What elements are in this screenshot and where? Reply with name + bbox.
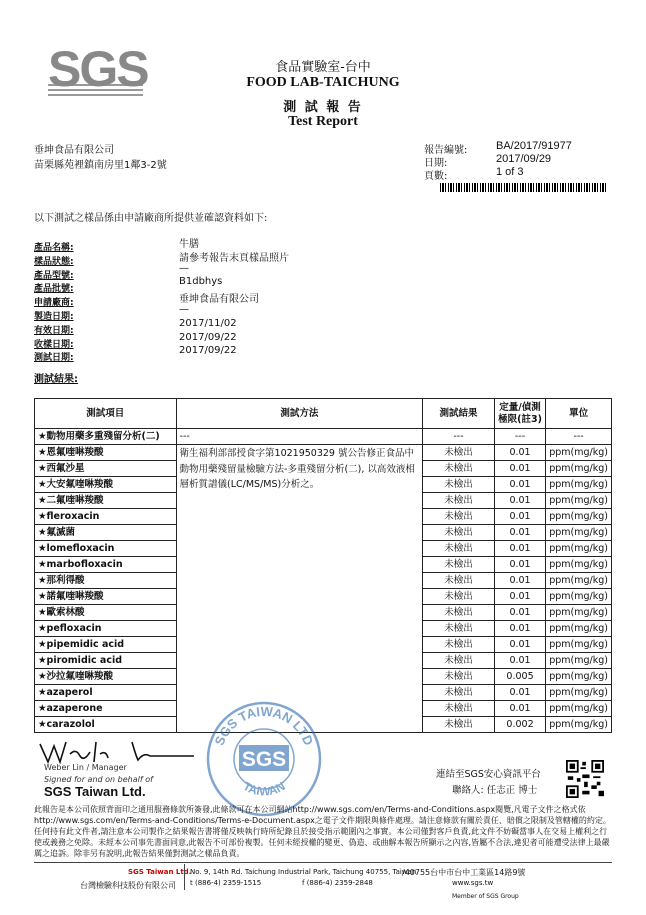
result-cell: 未檢出 xyxy=(423,605,495,621)
result-cell: 未檢出 xyxy=(423,445,495,461)
field-row xyxy=(34,276,434,295)
sample-info xyxy=(34,235,434,364)
field-value: B1dbhys xyxy=(179,276,223,288)
header-item: 測試項目 xyxy=(35,399,177,429)
unit-cell: ppm(mg/kg) xyxy=(546,445,612,461)
result-cell: 未檢出 xyxy=(423,541,495,557)
limit-cell: 0.01 xyxy=(494,477,545,493)
item-cell: ★piromidic acid xyxy=(35,653,177,669)
result-cell: 未檢出 xyxy=(423,589,495,605)
report-title-cn: 測 試 報 告 xyxy=(283,100,363,115)
item-cell: ★二氟喹啉羧酸 xyxy=(35,493,177,509)
signer-name: Weber Lin / Manager xyxy=(44,763,127,772)
field-row xyxy=(34,262,434,281)
signer-company: SGS Taiwan Ltd. xyxy=(44,784,146,799)
unit-cell: ppm(mg/kg) xyxy=(546,573,612,589)
item-cell: ★那利得酸 xyxy=(35,573,177,589)
footer-member: Member of SGS Group xyxy=(452,893,519,900)
limit-cell: 0.01 xyxy=(494,589,545,605)
svg-text:TAIWAN xyxy=(241,779,288,798)
table-row xyxy=(35,429,612,445)
contact-person: 聯絡人: 任志正 博士 xyxy=(452,785,538,796)
header-unit: 單位 xyxy=(546,399,612,429)
item-cell: ★動物用藥多重殘留分析(二) xyxy=(35,429,177,445)
header-result: 測試結果 xyxy=(423,399,495,429)
contact-platform: 連結至SGS安心資訊平台 xyxy=(436,769,541,780)
field-label: 有效日期: xyxy=(34,325,74,336)
limit-cell: 0.01 xyxy=(494,637,545,653)
footer-separator xyxy=(184,864,185,890)
header-limit: 定量/偵測極限(註3) xyxy=(494,399,545,429)
unit-cell: ppm(mg/kg) xyxy=(546,653,612,669)
limit-cell: 0.01 xyxy=(494,445,545,461)
item-cell: ★pipemidic acid xyxy=(35,637,177,653)
footer-company-en: SGS Taiwan Ltd. xyxy=(128,868,192,876)
report-barcode xyxy=(440,183,608,192)
limit-cell: 0.01 xyxy=(494,541,545,557)
item-cell: ★西氟沙星 xyxy=(35,461,177,477)
field-label: 產品批號: xyxy=(34,284,74,295)
result-cell: 未檢出 xyxy=(423,509,495,525)
item-cell: ★恩氟喹啉羧酸 xyxy=(35,445,177,461)
lab-name-cn: 食品實驗室-台中 xyxy=(275,60,371,75)
field-value: — xyxy=(179,303,189,315)
limit-cell: --- xyxy=(494,429,545,445)
field-label: 測試日期: xyxy=(34,353,74,364)
footer-tel: t (886-4) 2359-1515 xyxy=(190,879,262,887)
limit-cell: 0.01 xyxy=(494,573,545,589)
svg-text:SGS TAIWAN LTD xyxy=(212,704,317,748)
results-title: 測試結果: xyxy=(34,374,78,385)
method-cell: --- xyxy=(176,429,423,445)
result-cell: 未檢出 xyxy=(423,461,495,477)
stamp-bottom-text: TAIWAN xyxy=(240,778,288,799)
limit-cell: 0.01 xyxy=(494,557,545,573)
field-value: 2017/09/22 xyxy=(179,331,237,343)
header-method: 測試方法 xyxy=(176,399,423,429)
field-row xyxy=(34,317,434,336)
field-label: 收樣日期: xyxy=(34,339,74,350)
result-cell: 未檢出 xyxy=(423,525,495,541)
field-row xyxy=(34,290,434,309)
result-cell: 未檢出 xyxy=(423,717,495,733)
field-label: 產品型號: xyxy=(34,270,74,281)
result-cell: 未檢出 xyxy=(423,637,495,653)
unit-cell: ppm(mg/kg) xyxy=(546,541,612,557)
report-number-label: 報告編號: xyxy=(424,145,468,156)
result-cell: 未檢出 xyxy=(423,477,495,493)
result-cell: 未檢出 xyxy=(423,685,495,701)
result-cell: 未檢出 xyxy=(423,701,495,717)
field-row xyxy=(34,331,434,350)
limit-cell: 0.01 xyxy=(494,493,545,509)
disclaimer-text: 此報告是本公司依照背面印之通用服務條款所簽發,此條款可在本公司網站http://www.sgs.com/en/Terms-and-Conditions.aspx閱覽,凡電子文件之格式依http://www.sgs.com/en/Terms-and-Conditions/Terms-e-Document.aspx之電子文件期限與條件處理。請注意條款有關於責任、賠償之限制及管轄權的約定。任何持有此文件者,請注意本公司製作之結果報告書將僅反映執行時所紀錄且於接受指示範圍內之事實。本公司僅對客戶負責,此文件不妨礙當事人在交易上權利之行使或義務之免除。未經本公司事先書面同意,此報告不可部份複製。任何未經授權的變更、偽造、或曲解本報告所顯示之內容,皆屬不合法,違犯者可能遭受法律上最嚴厲之追訴。除非另有說明,此報告結果僅對測試之樣品負責。 xyxy=(34,805,611,858)
item-cell: ★fleroxacin xyxy=(35,509,177,525)
field-label: 製造日期: xyxy=(34,311,74,322)
unit-cell: ppm(mg/kg) xyxy=(546,509,612,525)
limit-cell: 0.01 xyxy=(494,653,545,669)
stamp-top-text: SGS TAIWAN LTD xyxy=(211,703,317,748)
unit-cell: ppm(mg/kg) xyxy=(546,493,612,509)
report-pages: 1 of 3 xyxy=(496,166,524,178)
unit-cell: ppm(mg/kg) xyxy=(546,605,612,621)
limit-cell: 0.01 xyxy=(494,525,545,541)
limit-cell: 0.002 xyxy=(494,717,545,733)
field-value: 牛膳 xyxy=(179,239,199,250)
report-pages-label: 頁數: xyxy=(424,171,448,182)
item-cell: ★pefloxacin xyxy=(35,621,177,637)
item-cell: ★諾氟喹啉羧酸 xyxy=(35,589,177,605)
limit-cell: 0.005 xyxy=(494,669,545,685)
limit-cell: 0.01 xyxy=(494,685,545,701)
unit-cell: ppm(mg/kg) xyxy=(546,557,612,573)
limit-cell: 0.01 xyxy=(494,621,545,637)
limit-cell: 0.01 xyxy=(494,605,545,621)
field-value: 2017/11/02 xyxy=(179,317,237,329)
report-date-label: 日期: xyxy=(424,158,448,169)
item-cell: ★氟滅菌 xyxy=(35,525,177,541)
footer-company-cn: 台灣檢驗科技股份有限公司 xyxy=(80,881,176,890)
result-cell: 未檢出 xyxy=(423,573,495,589)
stamp-center-text: SGS xyxy=(241,748,287,771)
qr-code-icon xyxy=(566,760,604,798)
footer-fax: f (886-4) 2359-2848 xyxy=(302,879,373,887)
item-cell: ★lomefloxacin xyxy=(35,541,177,557)
result-cell: 未檢出 xyxy=(423,669,495,685)
result-cell: 未檢出 xyxy=(423,557,495,573)
item-cell: ★azaperol xyxy=(35,685,177,701)
report-title-en: Test Report xyxy=(288,114,358,129)
item-cell: ★azaperone xyxy=(35,701,177,717)
field-value: — xyxy=(179,262,189,274)
table-row xyxy=(35,445,612,461)
item-cell: ★大安氟喹啉羧酸 xyxy=(35,477,177,493)
results-table xyxy=(34,398,612,733)
signature-image xyxy=(36,738,196,766)
field-row xyxy=(34,345,434,364)
report-number: BA/2017/91977 xyxy=(496,140,572,152)
intro-text: 以下測試之樣品係由申請廠商所提供並確認資料如下: xyxy=(34,213,268,224)
field-row xyxy=(34,249,434,267)
field-label: 申請廠商: xyxy=(34,298,74,309)
unit-cell: ppm(mg/kg) xyxy=(546,701,612,717)
unit-cell: ppm(mg/kg) xyxy=(546,477,612,493)
report-date: 2017/09/29 xyxy=(496,153,552,165)
unit-cell: ppm(mg/kg) xyxy=(546,461,612,477)
result-cell: 未檢出 xyxy=(423,621,495,637)
limit-cell: 0.01 xyxy=(494,509,545,525)
item-cell: ★沙拉氟喹啉羧酸 xyxy=(35,669,177,685)
client-name: 垂坤食品有限公司 xyxy=(34,145,114,156)
client-address: 苗栗縣苑裡鎮南房里1鄰3-2號 xyxy=(34,160,167,171)
item-cell: ★marbofloxacin xyxy=(35,557,177,573)
unit-cell: ppm(mg/kg) xyxy=(546,685,612,701)
unit-cell: ppm(mg/kg) xyxy=(546,717,612,733)
table-header-row xyxy=(35,399,612,429)
field-value: 2017/09/22 xyxy=(179,345,237,357)
result-cell: 未檢出 xyxy=(423,653,495,669)
unit-cell: --- xyxy=(546,429,612,445)
method-cell: 衛生福利部部授食字第1021950329 號公告修正食品中動物用藥殘留量檢驗方法-多重殘留分析(二), 以高效液相層析質譜儀(LC/MS/MS)分析之。 xyxy=(176,445,423,733)
field-value: 垂坤食品有限公司 xyxy=(179,294,259,306)
item-cell: ★歐索林酸 xyxy=(35,605,177,621)
limit-cell: 0.01 xyxy=(494,461,545,477)
sgs-logo-text: SGS xyxy=(48,41,148,97)
footer-divider xyxy=(34,862,612,863)
field-row xyxy=(34,235,434,253)
field-label: 產品名稱: xyxy=(34,243,74,253)
result-cell: --- xyxy=(423,429,495,445)
footer-web[interactable]: www.sgs.tw xyxy=(452,879,494,887)
sgs-stamp xyxy=(205,700,323,818)
signed-for: Signed for and on behalf of xyxy=(44,775,153,784)
result-cell: 未檢出 xyxy=(423,493,495,509)
unit-cell: ppm(mg/kg) xyxy=(546,589,612,605)
lab-name-en: FOOD LAB-TAICHUNG xyxy=(246,75,400,90)
unit-cell: ppm(mg/kg) xyxy=(546,669,612,685)
field-value: 請參考報告末頁樣品照片 xyxy=(179,252,289,264)
limit-cell: 0.01 xyxy=(494,701,545,717)
footer-address-cn: /40755台中市台中工業區14路9號 xyxy=(402,868,526,877)
footer-address-en: No. 9, 14th Rd. Taichung Industrial Park, Taichung 40755, Taiwan xyxy=(190,868,417,876)
field-label: 樣品狀態: xyxy=(34,256,74,267)
unit-cell: ppm(mg/kg) xyxy=(546,637,612,653)
item-cell: ★carazolol xyxy=(35,717,177,733)
unit-cell: ppm(mg/kg) xyxy=(546,621,612,637)
unit-cell: ppm(mg/kg) xyxy=(546,525,612,541)
